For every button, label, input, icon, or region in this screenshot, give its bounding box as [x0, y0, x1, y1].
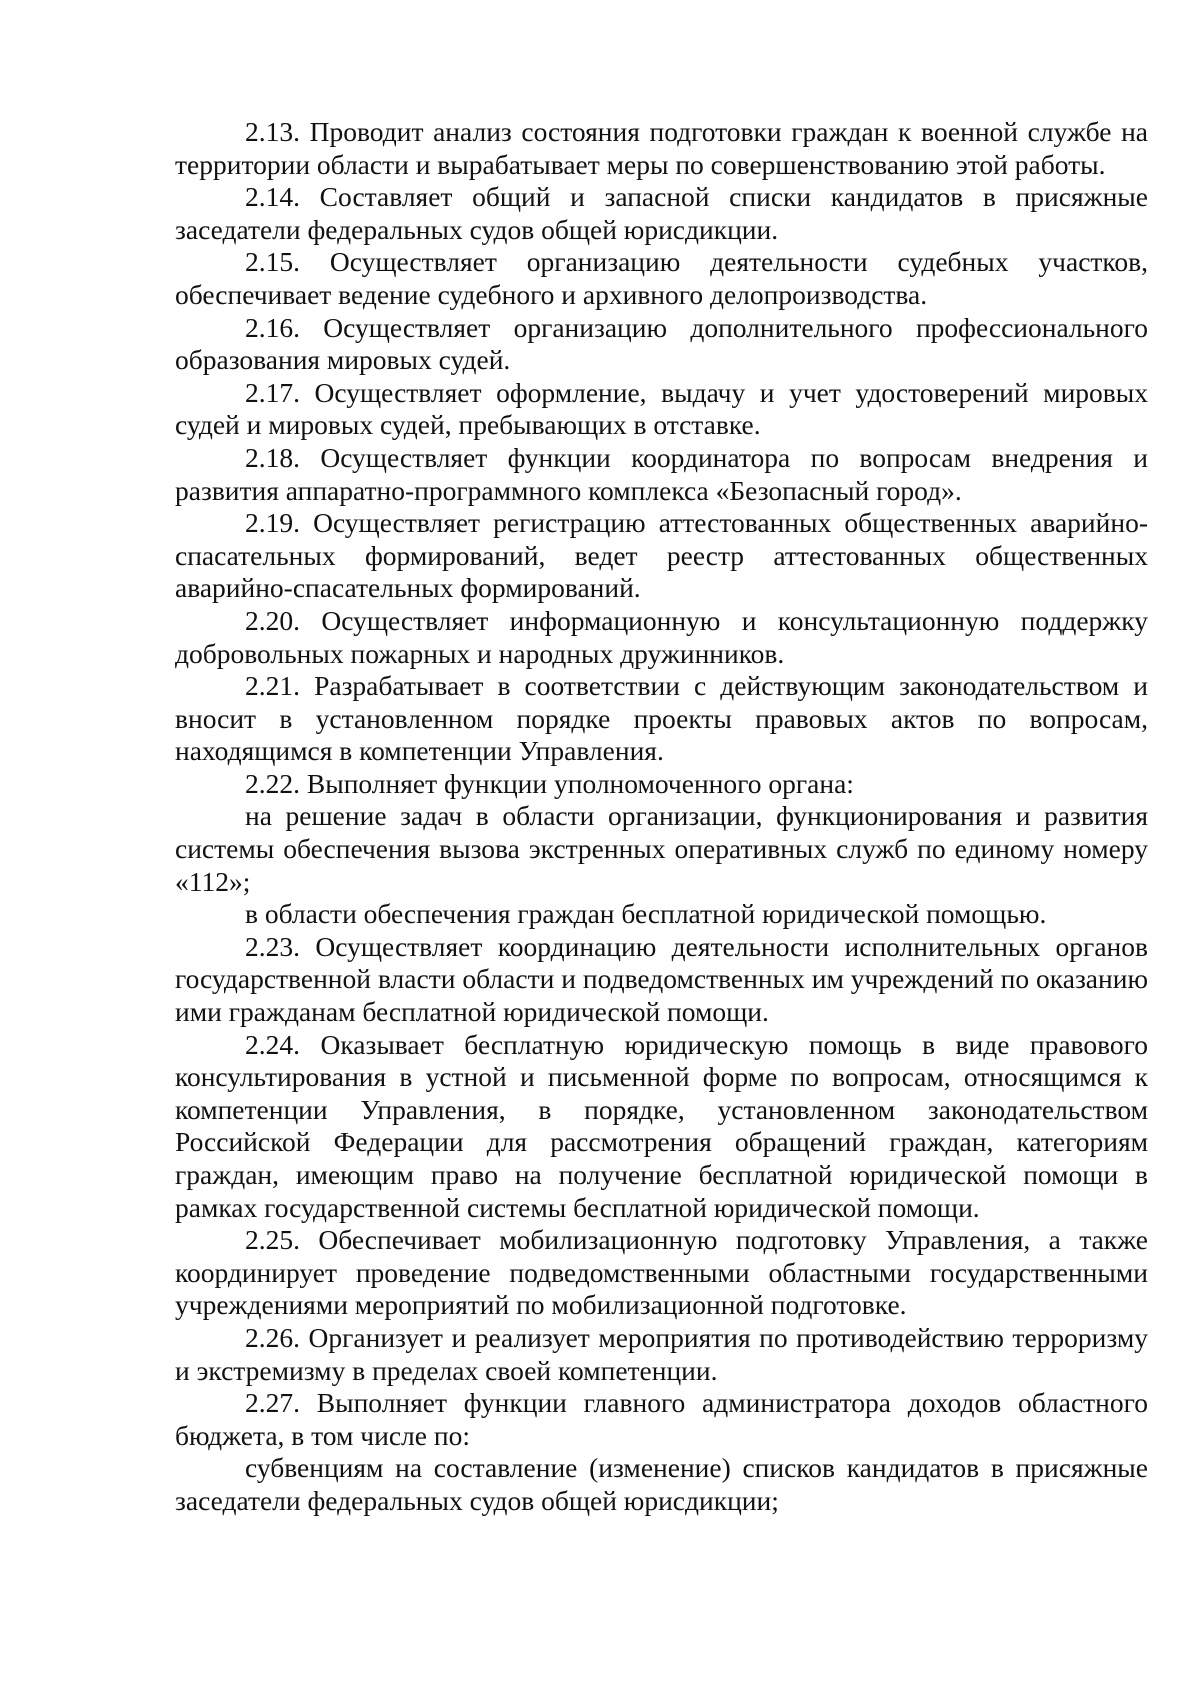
- paragraph-2-23: 2.23. Осуществляет координацию деятельности исполнительных органов государственной власти области и подведомственных им учреждений по оказанию ими гражданам бесплатной юридической помощи.: [175, 930, 1148, 1028]
- paragraph-2-22-item-legal-aid: в области обеспечения граждан бесплатной юридической помощью.: [245, 898, 1047, 930]
- paragraph-2-16: 2.16. Осуществляет организацию дополнительного профессионального образования мировых судей.: [175, 311, 1148, 376]
- paragraph-2-24: 2.24. Оказывает бесплатную юридическую помощь в виде правового консультирования в устной и письменной форме по вопросам, относящимся к компетенции Управления, в порядке, установленном законодательством Российской Федерации для рассмотрения обращений граждан, категориям граждан, имеющим право на получение бесплатной юридической помощи в рамках государственной системы бесплатной юридической помощи.: [175, 1028, 1148, 1223]
- paragraph-2-13: 2.13. Проводит анализ состояния подготовки граждан к военной службе на территории области и вырабатывает меры по совершенствованию этой работы.: [175, 116, 1148, 180]
- paragraph-2-27-item-subventions: субвенциям на составление (изменение) списков кандидатов в присяжные заседатели федеральных судов общей юрисдикции;: [175, 1452, 1148, 1516]
- paragraph-2-25: 2.25. Обеспечивает мобилизационную подготовку Управления, а также координирует проведение подведомственными областными государственными учреждениями мероприятий по мобилизационной подготовке.: [175, 1224, 1148, 1321]
- paragraph-2-19: 2.19. Осуществляет регистрацию аттестованных общественных аварийно-спасательных формирований, ведет реестр аттестованных общественных аварийно-спасательных формирований.: [175, 507, 1148, 604]
- paragraph-2-15: 2.15. Осуществляет организацию деятельности судебных участков, обеспечивает ведение судебного и архивного делопроизводства.: [175, 246, 1148, 310]
- paragraph-2-27: 2.27. Выполняет функции главного администратора доходов областного бюджета, в том числе по:: [175, 1387, 1148, 1451]
- paragraph-2-18: 2.18. Осуществляет функции координатора по вопросам внедрения и развития аппаратно-программного комплекса «Безопасный город».: [175, 441, 1148, 506]
- document-body: [175, 116, 1148, 1518]
- paragraph-2-20: 2.20. Осуществляет информационную и консультационную поддержку добровольных пожарных и народных дружинников.: [175, 604, 1148, 669]
- paragraph-2-17: 2.17. Осуществляет оформление, выдачу и учет удостоверений мировых судей и мировых судей, пребывающих в отставке.: [175, 376, 1148, 441]
- paragraph-2-26: 2.26. Организует и реализует мероприятия по противодействию терроризму и экстремизму в пределах своей компетенции.: [175, 1321, 1148, 1386]
- paragraph-2-22-item-112: на решение задач в области организации, функционирования и развития системы обеспечения вызова экстренных оперативных служб по единому номеру «112»;: [175, 800, 1148, 897]
- paragraph-2-14: 2.14. Составляет общий и запасной списки кандидатов в присяжные заседатели федеральных судов общей юрисдикции.: [175, 181, 1148, 245]
- paragraph-2-22: 2.22. Выполняет функции уполномоченного органа:: [245, 767, 854, 799]
- paragraph-2-21: 2.21. Разрабатывает в соответствии с действующим законодательством и вносит в установленном порядке проекты правовых актов по вопросам, находящимся в компетенции Управления.: [175, 670, 1148, 767]
